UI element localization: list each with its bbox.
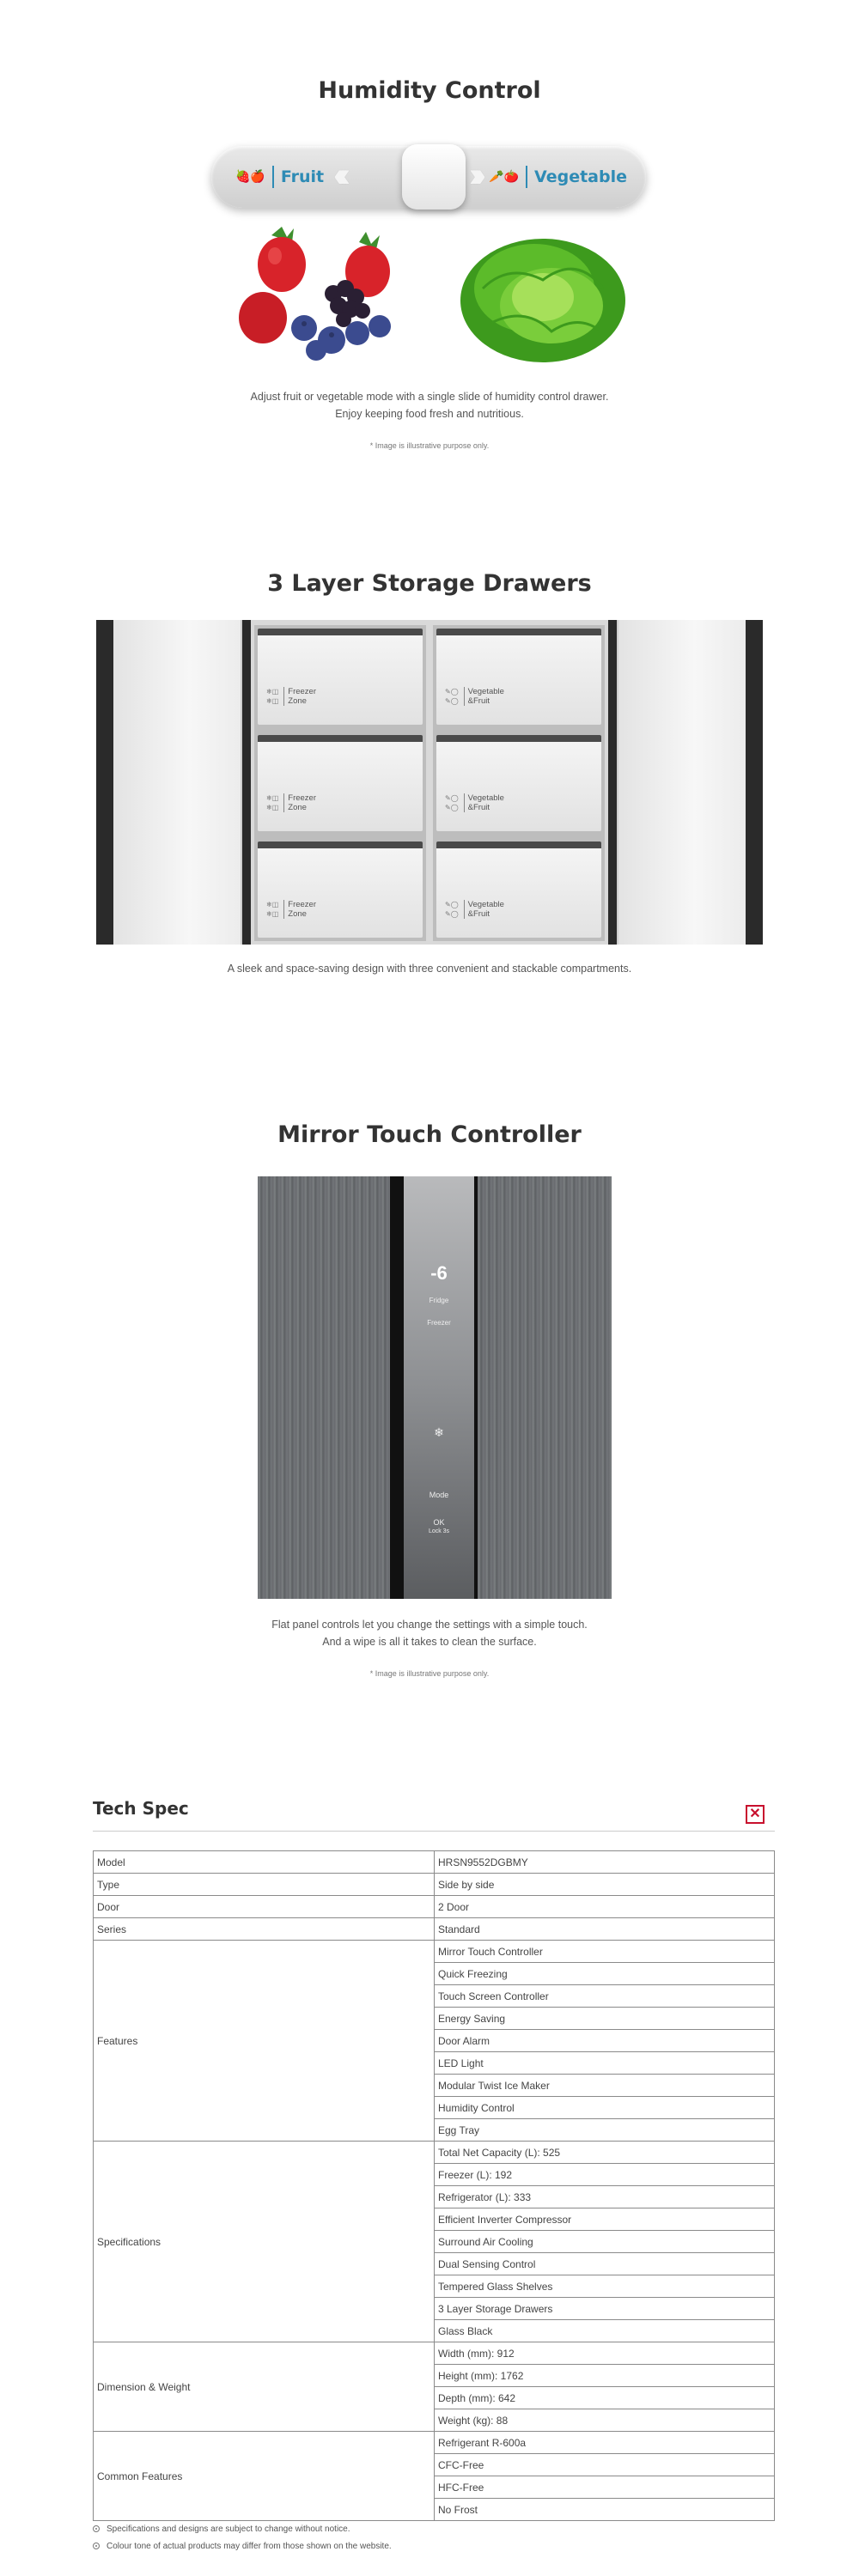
vegetable-label-2: &Fruit bbox=[467, 803, 490, 812]
freezer-drawer bbox=[258, 629, 423, 725]
chevron-left-icon: ‹‹‹ bbox=[333, 156, 342, 194]
spec-value: Door Alarm bbox=[435, 2030, 775, 2052]
vegetable-fruit-icon: ✎◯ ✎◯ bbox=[445, 688, 459, 705]
freezer-icon: ❄◫ ❄◫ bbox=[266, 688, 279, 705]
spec-key: Specifications bbox=[94, 2142, 435, 2342]
controller-note: * Image is illustrative purpose only. bbox=[369, 1669, 490, 1678]
fridge-label: Fridge bbox=[429, 1297, 449, 1304]
lettuce-image bbox=[457, 228, 629, 366]
right-door-panel bbox=[478, 1176, 612, 1599]
slider-knob[interactable] bbox=[402, 144, 466, 210]
spec-value: Dual Sensing Control bbox=[435, 2253, 775, 2275]
spec-value: Tempered Glass Shelves bbox=[435, 2275, 775, 2298]
right-door bbox=[617, 620, 746, 945]
spec-value: LED Light bbox=[435, 2052, 775, 2075]
spec-row bbox=[94, 2342, 775, 2365]
spec-key: Door bbox=[94, 1896, 435, 1918]
berries-image bbox=[237, 225, 409, 362]
spec-value: Humidity Control bbox=[435, 2097, 775, 2119]
spec-row bbox=[94, 1918, 775, 1941]
humidity-caption-2: Enjoy keeping food fresh and nutritious. bbox=[335, 408, 524, 420]
freezer-drawer bbox=[258, 735, 423, 831]
controller-image bbox=[258, 1176, 612, 1599]
drawers-caption: A sleek and space-saving design with three convenient and stackable compartments. bbox=[227, 963, 632, 975]
spec-row bbox=[94, 2432, 775, 2454]
left-door bbox=[113, 620, 242, 945]
humidity-note: * Image is illustrative purpose only. bbox=[369, 441, 490, 450]
spec-key: Common Features bbox=[94, 2432, 435, 2521]
lock-label: Lock 3s bbox=[428, 1528, 450, 1534]
close-icon[interactable]: ✕ bbox=[746, 1805, 765, 1824]
spec-value: Refrigerator (L): 333 bbox=[435, 2186, 775, 2208]
bullet-icon bbox=[93, 2543, 100, 2549]
spec-value: No Frost bbox=[435, 2499, 775, 2521]
freezer-drawer bbox=[258, 841, 423, 938]
humidity-slider[interactable] bbox=[211, 146, 646, 208]
spec-value: Standard bbox=[435, 1918, 775, 1941]
freezer-label-1: Freezer bbox=[288, 793, 316, 803]
spec-value: Depth (mm): 642 bbox=[435, 2387, 775, 2409]
spec-row bbox=[94, 1896, 775, 1918]
vegetable-label: Vegetable bbox=[534, 167, 627, 186]
spec-value: Quick Freezing bbox=[435, 1963, 775, 1985]
footnote bbox=[93, 2524, 350, 2534]
spec-value: Energy Saving bbox=[435, 2008, 775, 2030]
spec-value: Modular Twist Ice Maker bbox=[435, 2075, 775, 2097]
cabinet bbox=[251, 620, 608, 945]
controller-caption-1: Flat panel controls let you change the settings with a simple touch. bbox=[271, 1619, 588, 1631]
spec-value: Efficient Inverter Compressor bbox=[435, 2208, 775, 2231]
spec-value: Refrigerant R-600a bbox=[435, 2432, 775, 2454]
spec-table bbox=[93, 1850, 775, 2521]
spec-key: Model bbox=[94, 1851, 435, 1874]
chevron-right-icon: ››› bbox=[469, 156, 478, 194]
freezer-icon: ❄◫ ❄◫ bbox=[266, 794, 279, 811]
spec-key: Dimension & Weight bbox=[94, 2342, 435, 2432]
spec-value: Egg Tray bbox=[435, 2119, 775, 2142]
control-panel bbox=[404, 1176, 474, 1599]
vegetable-drawer bbox=[436, 841, 601, 938]
drawers-image bbox=[96, 620, 763, 945]
footnote bbox=[93, 2542, 392, 2551]
freezer-column bbox=[254, 625, 426, 941]
fruit-side bbox=[235, 146, 324, 208]
vegetable-label-1: Vegetable bbox=[467, 687, 504, 696]
vegetable-icon: 🥕🍅 bbox=[489, 170, 520, 184]
vegetable-drawer bbox=[436, 735, 601, 831]
freezer-label-2: Zone bbox=[288, 803, 307, 812]
spec-value: Glass Black bbox=[435, 2320, 775, 2342]
ok-button: OK bbox=[433, 1518, 445, 1527]
divider bbox=[93, 1831, 775, 1832]
spec-value: CFC-Free bbox=[435, 2454, 775, 2476]
spec-value: 2 Door bbox=[435, 1896, 775, 1918]
freezer-label-1: Freezer bbox=[288, 687, 316, 696]
spec-value: Weight (kg): 88 bbox=[435, 2409, 775, 2432]
footnote-text: Specifications and designs are subject to change without notice. bbox=[107, 2524, 350, 2534]
bullet-icon bbox=[93, 2525, 100, 2532]
humidity-title: Humidity Control bbox=[318, 77, 541, 104]
mode-button: Mode bbox=[429, 1491, 449, 1499]
vegetable-fruit-icon: ✎◯ ✎◯ bbox=[445, 794, 459, 811]
spec-value: Height (mm): 1762 bbox=[435, 2365, 775, 2387]
drawers-title: 3 Layer Storage Drawers bbox=[267, 570, 592, 597]
spec-value: Freezer (L): 192 bbox=[435, 2164, 775, 2186]
spec-value: Width (mm): 912 bbox=[435, 2342, 775, 2365]
spec-value: Surround Air Cooling bbox=[435, 2231, 775, 2253]
temperature-display: -6 bbox=[430, 1262, 448, 1284]
fruit-icon: 🍓🍎 bbox=[235, 170, 265, 184]
spec-value: 3 Layer Storage Drawers bbox=[435, 2298, 775, 2320]
vegetable-side bbox=[489, 146, 627, 208]
spec-value: Mirror Touch Controller bbox=[435, 1941, 775, 1963]
spec-row bbox=[94, 1874, 775, 1896]
freezer-icon: ❄◫ ❄◫ bbox=[266, 901, 279, 918]
spec-value: Total Net Capacity (L): 525 bbox=[435, 2142, 775, 2164]
vegetable-drawer bbox=[436, 629, 601, 725]
spec-row bbox=[94, 1851, 775, 1874]
controller-caption-2: And a wipe is all it takes to clean the surface. bbox=[322, 1636, 537, 1648]
spec-key: Series bbox=[94, 1918, 435, 1941]
spec-key: Type bbox=[94, 1874, 435, 1896]
snowflake-icon: ❄ bbox=[434, 1425, 444, 1439]
vegetable-label-1: Vegetable bbox=[467, 900, 504, 909]
freezer-label-2: Zone bbox=[288, 696, 307, 706]
spec-value: Side by side bbox=[435, 1874, 775, 1896]
spec-row bbox=[94, 2142, 775, 2164]
fruit-label: Fruit bbox=[280, 167, 325, 186]
left-door-panel bbox=[258, 1176, 390, 1599]
vegetable-fruit-icon: ✎◯ ✎◯ bbox=[445, 901, 459, 918]
spec-key: Features bbox=[94, 1941, 435, 2142]
freezer-label-1: Freezer bbox=[288, 900, 316, 909]
vegetable-label-2: &Fruit bbox=[467, 909, 490, 919]
vegetable-column bbox=[433, 625, 605, 941]
spec-value: Touch Screen Controller bbox=[435, 1985, 775, 2008]
freezer-label-2: Zone bbox=[288, 909, 307, 919]
spec-value: HRSN9552DGBMY bbox=[435, 1851, 775, 1874]
vegetable-label-2: &Fruit bbox=[467, 696, 490, 706]
spec-row bbox=[94, 1941, 775, 1963]
tech-spec-title: Tech Spec bbox=[93, 1798, 189, 1819]
controller-title: Mirror Touch Controller bbox=[277, 1121, 582, 1148]
footnote-text: Colour tone of actual products may differ from those shown on the website. bbox=[107, 2542, 392, 2551]
spec-value: HFC-Free bbox=[435, 2476, 775, 2499]
freezer-label: Freezer bbox=[427, 1319, 451, 1327]
vegetable-label-1: Vegetable bbox=[467, 793, 504, 803]
humidity-caption-1: Adjust fruit or vegetable mode with a single slide of humidity control drawer. bbox=[250, 391, 609, 403]
